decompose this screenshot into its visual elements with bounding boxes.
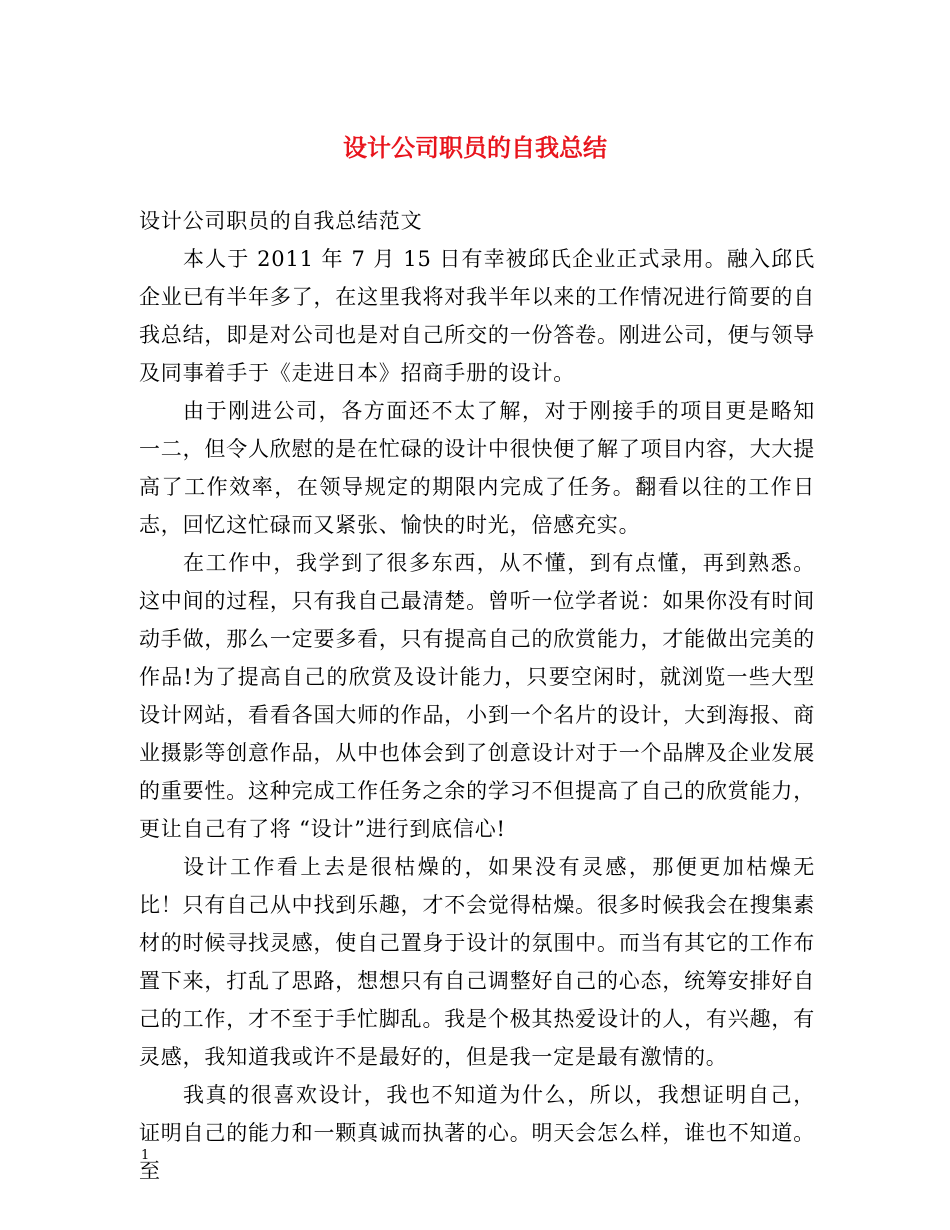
page-number: 1 <box>141 1148 150 1163</box>
document-title: 设计公司职员的自我总结 <box>343 134 607 162</box>
document-body <box>139 202 815 1190</box>
body-paragraph: 由于刚进公司，各方面还不太了解，对于刚接手的项目更是略知一二，但令人欣慰的是在忙碌的设计中很快便了解了项目内容，大大提高了工作效率，在领导规定的期限内完成了任务。翻看以往的工作日志，回忆这忙碌而又紧张、愉快的时光，倍感充实。 <box>139 399 815 537</box>
subtitle-paragraph: 设计公司职员的自我总结范文 <box>139 209 423 233</box>
body-paragraph: 我真的很喜欢设计，我也不知道为什么，所以，我想证明自己，证明自己的能力和一颗真诚而执著的心。明天会怎么样，谁也不知道。至 <box>139 1083 815 1183</box>
body-paragraph: 在工作中，我学到了很多东西，从不懂，到有点懂，再到熟悉。这中间的过程，只有我自己最清楚。曾听一位学者说：如果你没有时间动手做，那么一定要多看，只有提高自己的欣赏能力，才能做出完美的作品!为了提高自己的欣赏及设计能力，只要空闲时，就浏览一些大型设计网站，看看各国大师的作品，小到一个名片的设计，大到海报、商业摄影等创意作品，从中也体会到了创意设计对于一个品牌及企业发展的重要性。这种完成工作任务之余的学习不但提高了自己的欣赏能力，更让自己有了将 “设计”进行到底信心! <box>139 551 815 841</box>
body-paragraph: 本人于 2011 年 7 月 15 日有幸被邱氏企业正式录用。融入邱氏企业已有半年多了，在这里我将对我半年以来的工作情况进行简要的自我总结，即是对公司也是对自己所交的一份答卷。刚进公司，便与领导及同事着手于《走进日本》招商手册的设计。 <box>139 247 815 385</box>
body-paragraph: 设计工作看上去是很枯燥的，如果没有灵感，那便更加枯燥无比！只有自己从中找到乐趣，才不会觉得枯燥。很多时候我会在搜集素材的时候寻找灵感，使自己置身于设计的氛围中。而当有其它的工作布置下来，打乱了思路，想想只有自己调整好自己的心态，统筹安排好自己的工作，才不至于手忙脚乱。我是个极其热爱设计的人，有兴趣，有灵感，我知道我或许不是最好的，但是我一定是最有激情的。 <box>139 855 815 1069</box>
